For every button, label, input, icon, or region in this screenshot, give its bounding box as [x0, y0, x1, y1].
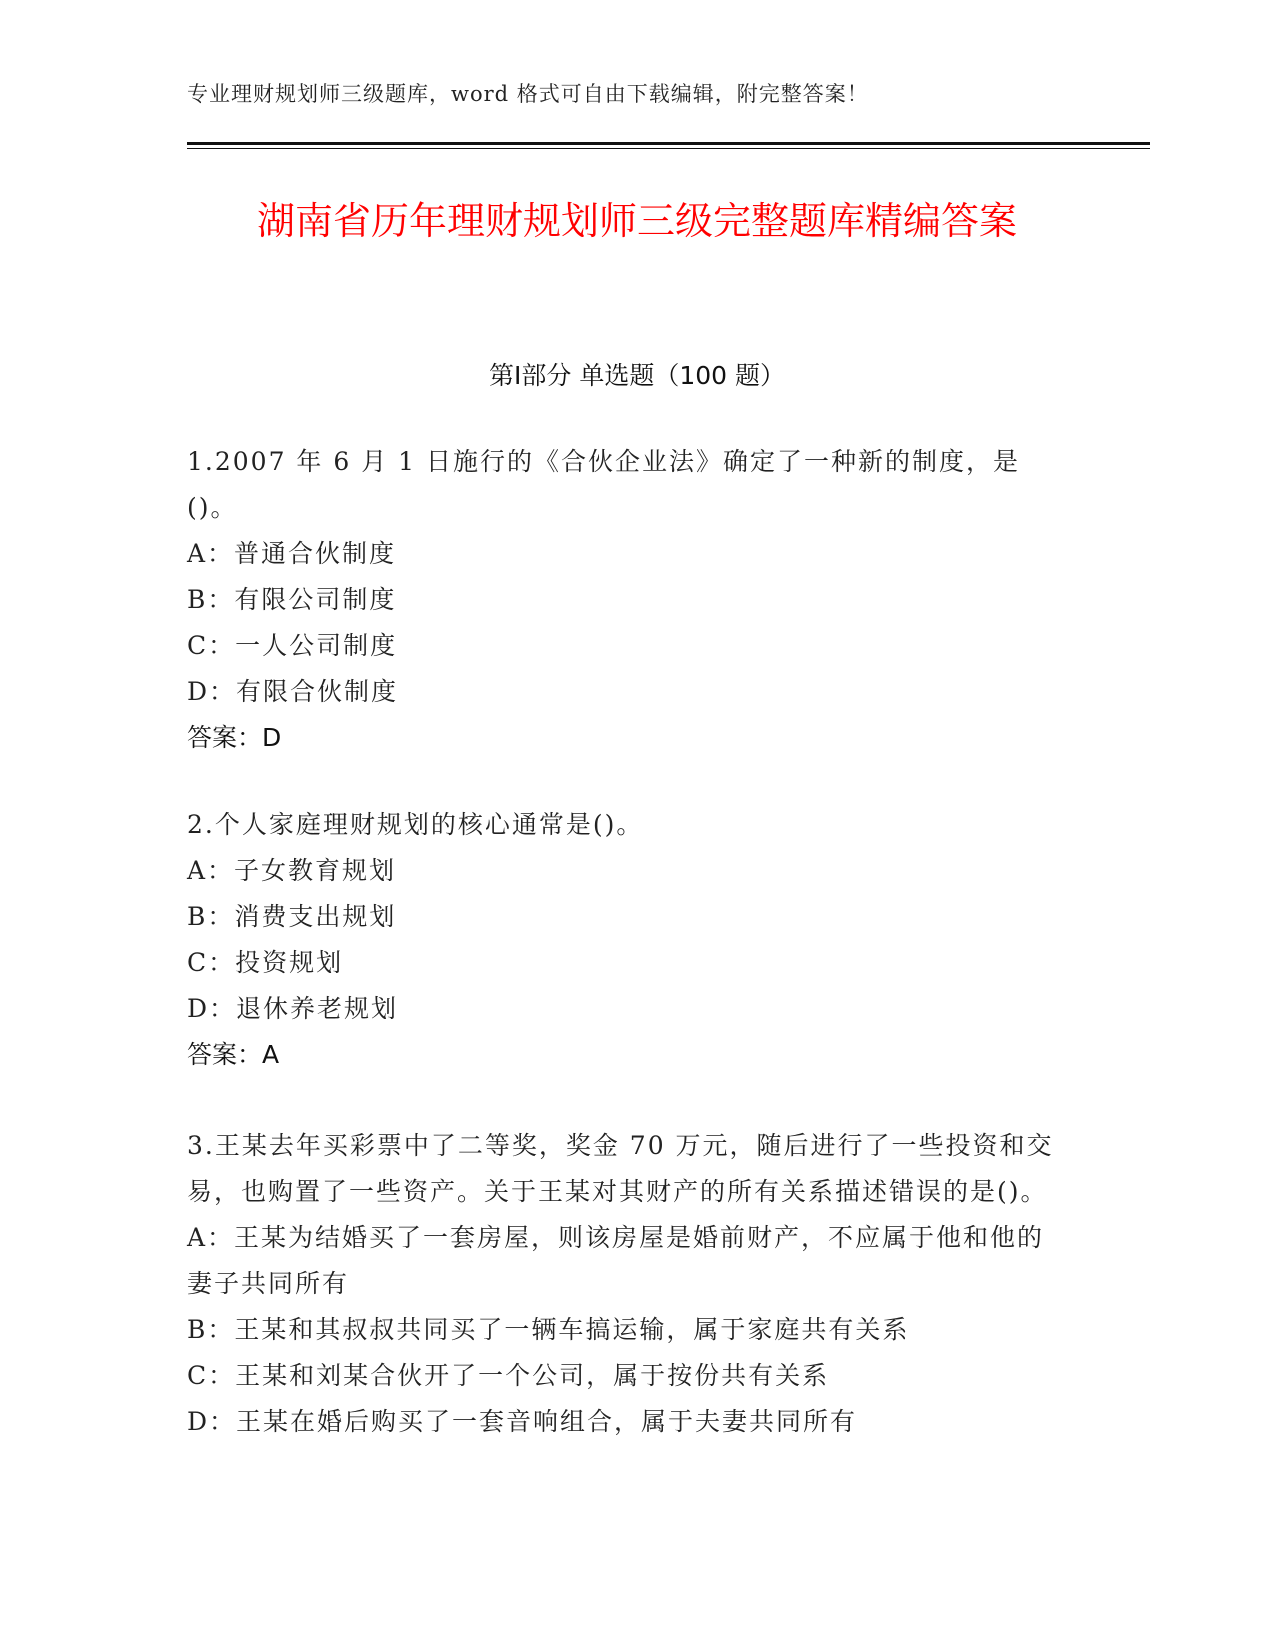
- option-a: A：子女教育规划: [187, 856, 397, 885]
- question-2: [187, 802, 1067, 1078]
- document-title: 湖南省历年理财规划师三级完整题库精编答案: [256, 199, 1017, 243]
- option-d: D：退休养老规划: [187, 994, 399, 1023]
- question-stem: 2.个人家庭理财规划的核心通常是()。: [187, 810, 644, 839]
- option-b: B：王某和其叔叔共同买了一辆车搞运输，属于家庭共有关系: [187, 1315, 910, 1344]
- option-b: B：有限公司制度: [187, 585, 397, 614]
- header-note: 专业理财规划师三级题库，word 格式可自由下载编辑，附完整答案！: [187, 82, 869, 106]
- option-a: A：普通合伙制度: [187, 539, 397, 568]
- section-heading: 第Ⅰ部分 单选题（100 题）: [489, 361, 785, 390]
- option-c: C：投资规划: [187, 948, 344, 977]
- header-rule-thick: [187, 142, 1150, 145]
- option-b: B：消费支出规划: [187, 902, 397, 931]
- question-3: [187, 1123, 1067, 1445]
- option-d: D：有限合伙制度: [187, 677, 399, 706]
- question-stem: 1.2007 年 6 月 1 日施行的《合伙企业法》确定了一种新的制度，是()。: [187, 447, 1021, 522]
- option-c: C：一人公司制度: [187, 631, 398, 660]
- answer: 答案：D: [187, 723, 282, 752]
- answer: 答案：A: [187, 1040, 280, 1069]
- question-stem: 3.王某去年买彩票中了二等奖，奖金 70 万元，随后进行了一些投资和交易，也购置了一些资产。关于王某对其财产的所有关系描述错误的是()。: [187, 1131, 1054, 1206]
- header-rule-thin: [187, 148, 1150, 149]
- option-a: A：王某为结婚买了一套房屋，则该房屋是婚前财产，不应属于他和他的妻子共同所有: [187, 1223, 1045, 1298]
- option-d: D：王某在婚后购买了一套音响组合，属于夫妻共同所有: [187, 1407, 858, 1436]
- question-1: [187, 439, 1067, 761]
- option-c: C：王某和刘某合伙开了一个公司，属于按份共有关系: [187, 1361, 830, 1390]
